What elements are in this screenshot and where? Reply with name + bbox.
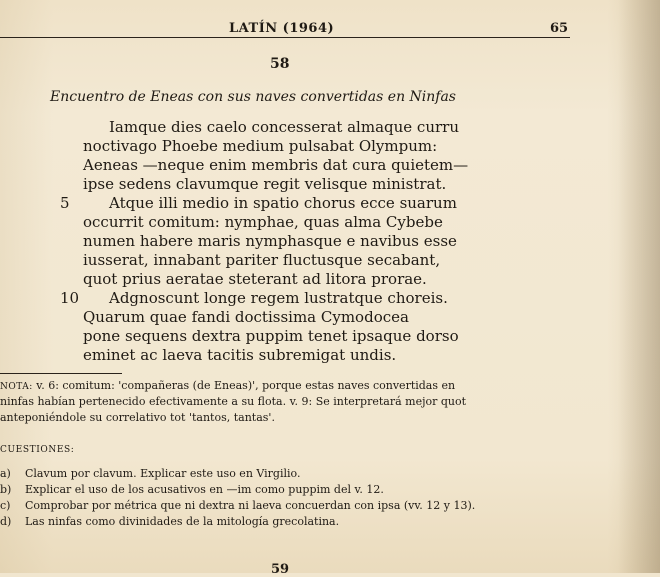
running-header — [0, 14, 660, 42]
line-text: occurrit comitum: nymphae, quas alma Cybebe — [83, 213, 443, 231]
running-title: LATÍN (1964) — [229, 21, 335, 36]
cuestiones-label: CUESTIONES: — [0, 445, 75, 455]
cuestion-text: Comprobar por métrica que ni dextra ni laeva concuerdan con ipsa (vv. 12 y 13). — [25, 499, 476, 512]
cuestiones-list — [0, 466, 575, 530]
line-text: Quarum quae fandi doctissima Cymodocea — [83, 308, 409, 326]
footnote-nota — [0, 378, 575, 426]
cuestion-letter: d) — [0, 515, 12, 528]
page-edge-bleed — [618, 0, 660, 573]
line-text: Atque illi medio in spatio chorus ecce suarum — [109, 194, 457, 212]
cuestion-letter: c) — [0, 499, 11, 512]
next-section-number: 59 — [271, 562, 290, 577]
nota-line-1 — [0, 378, 575, 394]
section-title: Encuentro de Eneas con sus naves convertidas en Ninfas — [50, 89, 456, 105]
poem-line — [60, 289, 530, 308]
cuestion-item — [0, 466, 575, 482]
poem-line — [60, 175, 530, 194]
line-text: noctivago Phoebe medium pulsabat Olympum: — [83, 137, 438, 155]
line-text: numen habere maris nymphasque e navibus esse — [83, 232, 457, 250]
line-text: Adgnoscunt longe regem lustratque choreis. — [109, 289, 448, 307]
nota-line-3: anteponiéndole su correlativo tot 'tantos, tantas'. — [0, 411, 275, 424]
line-text: quot prius aeratae steterant ad litora prorae. — [83, 270, 427, 288]
footnote-divider — [0, 373, 122, 374]
line-number: 10 — [60, 289, 80, 307]
poem-line — [60, 327, 530, 346]
poem-line — [60, 156, 530, 175]
cuestion-text: Clavum por clavum. Explicar este uso en Virgilio. — [25, 467, 301, 480]
page-number: 65 — [550, 21, 569, 36]
cuestion-letter: b) — [0, 483, 12, 496]
cuestion-item — [0, 482, 575, 498]
line-text: Iamque dies caelo concesserat almaque curru — [109, 118, 459, 136]
poem-line — [60, 118, 530, 137]
line-text: ipse sedens clavumque regit velisque ministrat. — [83, 175, 447, 193]
section-number: 58 — [270, 56, 290, 72]
line-number: 5 — [60, 194, 70, 212]
line-text: pone sequens dextra puppim tenet ipsaque dorso — [83, 327, 459, 345]
cuestion-text: Las ninfas como divinidades de la mitología grecolatina. — [25, 515, 340, 528]
cuestion-text: Explicar el uso de los acusativos en —im como puppim del v. 12. — [25, 483, 384, 496]
nota-label: NOTA: — [0, 382, 33, 392]
cuestion-item — [0, 514, 575, 530]
poem-line — [60, 232, 530, 251]
cuestion-letter: a) — [0, 467, 11, 480]
poem-line — [60, 308, 530, 327]
poem-line — [60, 251, 530, 270]
nota-line-2: ninfas habían pertenecido efectivamente a su flota. v. 9: Se interpretará mejor quot — [0, 395, 467, 408]
poem-line — [60, 213, 530, 232]
cuestion-item — [0, 498, 575, 514]
poem-line — [60, 194, 530, 213]
header-rule — [0, 37, 570, 38]
poem-line — [60, 270, 530, 289]
line-text: iusserat, innabant pariter fluctusque secabant, — [83, 251, 441, 269]
poem-line — [60, 346, 530, 365]
poem-line — [60, 137, 530, 156]
nota-text-1: v. 6: comitum: 'compañeras (de Eneas)', porque estas naves convertidas en — [36, 379, 456, 392]
line-text: Aeneas —neque enim membris dat cura quietem— — [83, 156, 469, 174]
line-text: eminet ac laeva tacitis subremigat undis. — [83, 346, 397, 364]
latin-poem — [60, 118, 530, 365]
